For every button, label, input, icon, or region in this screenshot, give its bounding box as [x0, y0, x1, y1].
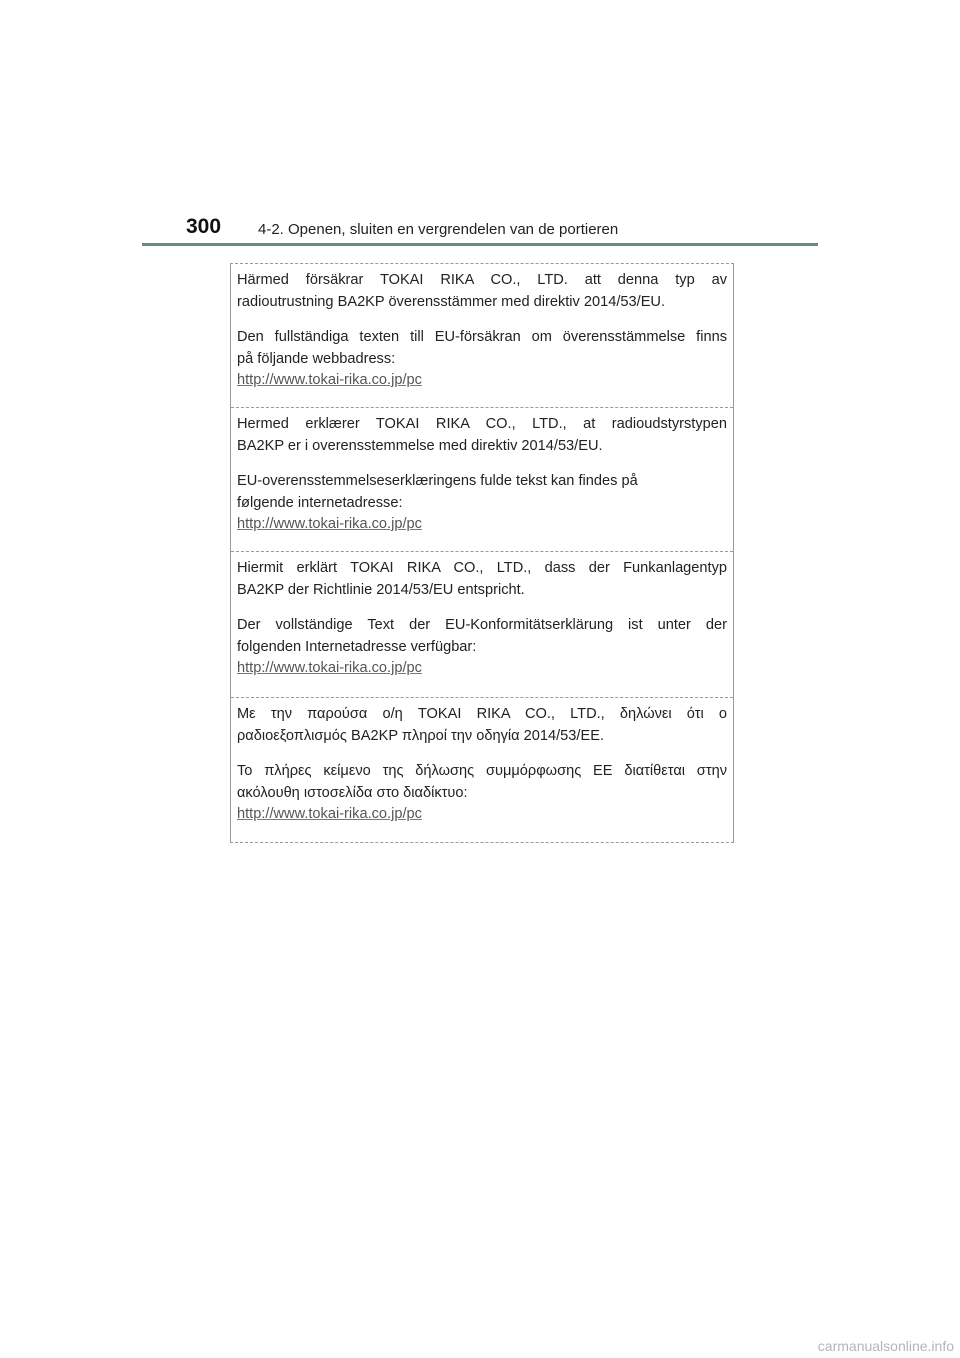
declaration-text: Hermed erklærer TOKAI RIKA CO., LTD., at radioudstyrstypen	[237, 416, 727, 432]
declaration-block-german	[231, 551, 733, 697]
declaration-text: BA2KP der Richtlinie 2014/53/EU entspricht.	[237, 581, 525, 598]
declaration-text: Härmed försäkrar TOKAI RIKA CO., LTD. att denna typ av	[237, 272, 727, 288]
declaration-text: EU-overensstemmelseserklæringens fulde tekst kan findes på	[237, 473, 638, 489]
declaration-block-swedish	[231, 264, 733, 407]
declaration-text: Der vollständige Text der EU-Konformitätserklärung ist unter der	[237, 617, 727, 633]
declaration-url-link[interactable]: http://www.tokai-rika.co.jp/pc	[237, 516, 422, 532]
header-divider	[142, 243, 818, 246]
declaration-text: ραδιοεξοπλισμός BA2KP πληροί την οδηγία 2014/53/ΕΕ.	[237, 727, 604, 744]
declaration-text: Με την παρούσα ο/η TOKAI RIKA CO., LTD., δηλώνει ότι ο	[237, 706, 727, 722]
declaration-text: BA2KP er i overensstemmelse med direktiv 2014/53/EU.	[237, 437, 603, 454]
declaration-text: radioutrustning BA2KP överensstämmer med direktiv 2014/53/EU.	[237, 293, 666, 310]
declaration-url-link[interactable]: http://www.tokai-rika.co.jp/pc	[237, 806, 422, 822]
declaration-text: Den fullständiga texten till EU-försäkran om överensstämmelse finns	[237, 329, 727, 345]
declaration-text: ακόλουθη ιστοσελίδα στο διαδίκτυο:	[237, 784, 468, 801]
section-title: 4-2. Openen, sluiten en vergrendelen van de portieren	[258, 221, 619, 238]
declaration-url-link[interactable]: http://www.tokai-rika.co.jp/pc	[237, 660, 422, 676]
declaration-text: Το πλήρες κείμενο της δήλωσης συμμόρφωσης ΕΕ διατίθεται στην	[237, 763, 727, 779]
declaration-text: folgenden Internetadresse verfügbar:	[237, 638, 477, 655]
declaration-table	[230, 263, 734, 843]
declaration-block-greek	[231, 697, 733, 843]
declaration-block-danish	[231, 407, 733, 551]
declaration-text: Hiermit erklärt TOKAI RIKA CO., LTD., dass der Funkanlagentyp	[237, 560, 727, 576]
declaration-text: på följande webbadress:	[237, 350, 396, 367]
declaration-url-link[interactable]: http://www.tokai-rika.co.jp/pc	[237, 372, 422, 388]
declaration-text: følgende internetadresse:	[237, 494, 403, 511]
site-watermark: carmanualsonline.info	[817, 1338, 954, 1354]
page-number: 300	[186, 215, 222, 238]
